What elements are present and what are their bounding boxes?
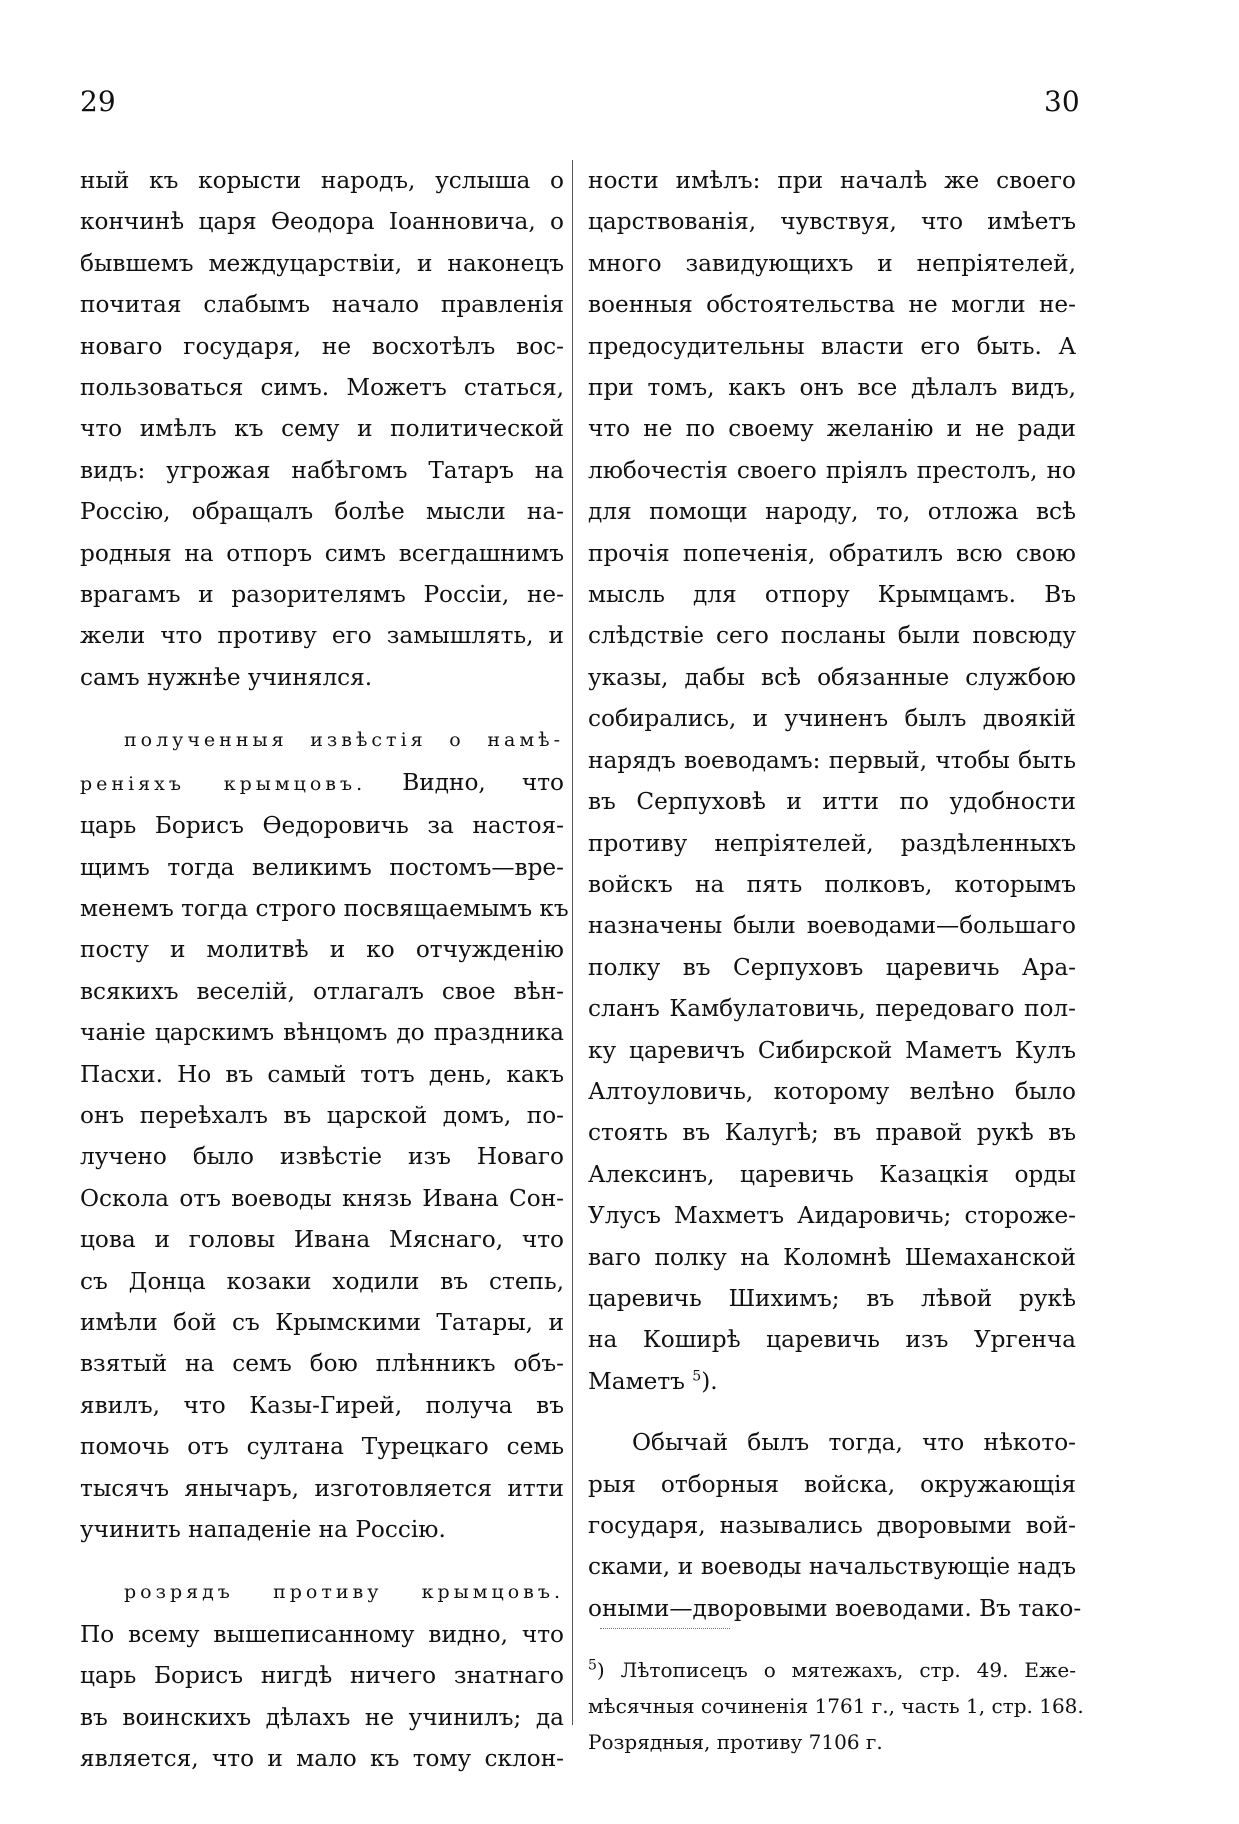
text-line: государя, назывались дворовыми вой- bbox=[588, 1512, 1076, 1539]
section-heading-1 bbox=[80, 718, 564, 761]
text-line: при томъ, какъ онъ все дѣлалъ видъ, bbox=[588, 374, 1076, 402]
footnote-line bbox=[588, 1652, 1076, 1688]
text-fragment: Маметъ bbox=[588, 1367, 685, 1395]
footnote-number: 5 bbox=[588, 1657, 597, 1674]
text-line: новаго государя, не восхотѣлъ вос- bbox=[80, 332, 564, 360]
text-line: для помощи народу, то, отложа всѣ bbox=[588, 498, 1076, 526]
text-line: военныя обстоятельства не могли не- bbox=[588, 291, 1076, 319]
text-line: лучено было извѣстіе изъ Новаго bbox=[80, 1143, 564, 1171]
text-line: противу непріятелей, раздѣленныхъ bbox=[588, 829, 1076, 857]
text-line: чаніе царскимъ вѣнцомъ до праздника bbox=[80, 1019, 564, 1047]
text-line: указы, дабы всѣ обязанные службою bbox=[588, 663, 1076, 691]
text-line: собирались, и учиненъ былъ двоякій bbox=[588, 705, 1076, 733]
text-line: видъ: угрожая набѣгомъ Татаръ на bbox=[80, 456, 564, 484]
text-line: рыя отборныя войска, окружающія bbox=[588, 1470, 1076, 1498]
text-line: нарядъ воеводамъ: первый, чтобы быть bbox=[588, 746, 1076, 774]
text-line: прочія попеченія, обратилъ всю свою bbox=[588, 539, 1076, 567]
text-line: любочестія своего пріялъ престолъ, но bbox=[588, 456, 1076, 484]
footnote-separator bbox=[600, 1628, 730, 1629]
text-line: войскъ на пять полковъ, которымъ bbox=[588, 870, 1076, 898]
text-line: стоять въ Калугѣ; въ правой рукѣ въ bbox=[588, 1119, 1076, 1147]
text-line: царь Борисъ нигдѣ ничего знатнаго bbox=[80, 1662, 564, 1690]
page-number-left: 29 bbox=[80, 85, 116, 118]
text-line: тысячъ янычаръ, изготовляется итти bbox=[80, 1474, 564, 1502]
text-line: бывшемъ междуцарствіи, и наконецъ bbox=[80, 249, 564, 277]
text-line: въ воинскихъ дѣлахъ не учинилъ; да bbox=[80, 1703, 564, 1731]
text-line: взятый на семъ бою плѣнникъ объ- bbox=[80, 1350, 564, 1378]
right-column bbox=[588, 160, 1082, 1629]
text-line: почитая слабымъ начало правленія bbox=[80, 291, 564, 319]
text-line bbox=[588, 1361, 1076, 1402]
text-line: сланъ Камбулатовичь, передоваго пол- bbox=[588, 995, 1076, 1023]
text-line: пользоваться симъ. Можетъ статься, bbox=[80, 374, 564, 402]
text-line: мысль для отпору Крымцамъ. Въ bbox=[588, 581, 1076, 609]
text-line: сками, и воеводы начальствующіе надъ bbox=[588, 1553, 1076, 1581]
text-line: полку въ Серпуховъ царевичь Ара- bbox=[588, 953, 1076, 981]
text-line: учинить нападеніе на Россію. bbox=[80, 1516, 446, 1543]
section-heading-1-text: полученныя извѣстія о намѣ- bbox=[124, 729, 564, 752]
left-column bbox=[80, 160, 569, 1779]
page-number-right: 30 bbox=[1044, 85, 1080, 118]
text-line: ку царевичъ Сибирской Маметъ Кулъ bbox=[588, 1036, 1076, 1064]
text-line: является, что и мало къ тому склон- bbox=[80, 1745, 564, 1773]
text-line: оными—дворовыми воеводами. Въ тако- bbox=[588, 1594, 1082, 1622]
text-line: По всему вышеписанному видно, что bbox=[80, 1620, 564, 1648]
text-line: ваго полку на Коломнѣ Шемаханской bbox=[588, 1243, 1076, 1271]
text-line: Улусъ Махметъ Аидаровичь; стороже- bbox=[588, 1202, 1076, 1230]
text-line: назначены были воеводами—большаго bbox=[588, 912, 1076, 940]
text-line: Пасхи. Но въ самый тотъ день, какъ bbox=[80, 1060, 564, 1088]
text-line: ный къ корысти народъ, услыша о bbox=[80, 167, 564, 194]
text-line: слѣдствіе сего посланы были повсюду bbox=[588, 622, 1076, 650]
text-line: щимъ тогда великимъ постомъ—вре- bbox=[80, 853, 564, 881]
text-line: кончинѣ царя Ѳеодора Іоанновича, о bbox=[80, 208, 564, 236]
text-line: жели что противу его замышлять, и bbox=[80, 622, 564, 650]
text-line: Россію, обращалъ болѣе мысли на- bbox=[80, 498, 564, 526]
text-line: помочь отъ султана Турецкаго семь bbox=[80, 1433, 564, 1461]
text-line: въ Серпуховѣ и итти по удобности bbox=[588, 788, 1076, 816]
footnote-line: мѣсячныя сочиненія 1761 г., часть 1, стр. 168. bbox=[588, 1694, 1084, 1718]
text-line: врагамъ и разорителямъ Россіи, не- bbox=[80, 581, 564, 609]
footnote-block bbox=[588, 1652, 1084, 1760]
text-line: цова и головы Ивана Мяснаго, что bbox=[80, 1226, 564, 1254]
text-line: царствованія, чувствуя, что имѣетъ bbox=[588, 208, 1076, 236]
text-line: Оскола отъ воеводы князь Ивана Сон- bbox=[80, 1184, 564, 1212]
text-line: явилъ, что Казы-Гирей, получа въ bbox=[80, 1391, 564, 1419]
text-line: посту и молитвѣ и ко отчужденію bbox=[80, 936, 564, 964]
text-line: имѣли бой съ Крымскими Татары, и bbox=[80, 1308, 564, 1336]
text-line: Обычай былъ тогда, что нѣкото- bbox=[632, 1429, 1076, 1457]
text-line: всякихъ веселій, отлагалъ свое вѣн- bbox=[80, 977, 564, 1005]
text-fragment: ). bbox=[701, 1367, 718, 1395]
text-line: что имѣлъ къ сему и политической bbox=[80, 415, 564, 443]
text-line: родныя на отпоръ симъ всегдашнимъ bbox=[80, 539, 564, 567]
text-line: Алексинъ, царевичь Казацкія орды bbox=[588, 1160, 1076, 1188]
text-line: съ Донца козаки ходили въ степь, bbox=[80, 1267, 564, 1295]
text-line: онъ переѣхалъ въ царской домъ, по- bbox=[80, 1101, 564, 1129]
text-line bbox=[80, 762, 564, 805]
footnote-ref[interactable]: 5 bbox=[692, 1368, 702, 1385]
text-line: царь Борисъ Ѳедоровичь за настоя- bbox=[80, 812, 564, 840]
text-line: много завидующихъ и непріятелей, bbox=[588, 249, 1076, 277]
footnote-text: ) Лѣтописецъ о мятежахъ, стр. 49. Еже- bbox=[596, 1658, 1076, 1682]
text-fragment: Видно, что bbox=[402, 768, 565, 796]
text-line: на Коширѣ царевичь изъ Ургенча bbox=[588, 1326, 1076, 1354]
text-line: предосудительны власти его быть. А bbox=[588, 332, 1076, 360]
text-line: Алтоуловичь, которому велѣно было bbox=[588, 1077, 1076, 1105]
text-line: самъ нужнѣе учинялся. bbox=[80, 663, 373, 691]
text-line: ности имѣлъ: при началѣ же своего bbox=[588, 167, 1076, 194]
text-line: менемъ тогда строго посвящаемымъ къ bbox=[80, 894, 569, 922]
section-heading-2-text: розрядъ противу крымцовъ. bbox=[124, 1581, 564, 1604]
section-heading-1-cont: реніяхъ крымцовъ. bbox=[80, 772, 367, 795]
column-divider bbox=[572, 160, 573, 1725]
text-line: царевичь Шихимъ; въ лѣвой рукѣ bbox=[588, 1284, 1076, 1312]
text-line: что не по своему желанію и не ради bbox=[588, 415, 1076, 443]
footnote-line: Розрядныя, противу 7106 г. bbox=[588, 1730, 883, 1754]
section-heading-2 bbox=[80, 1570, 564, 1613]
